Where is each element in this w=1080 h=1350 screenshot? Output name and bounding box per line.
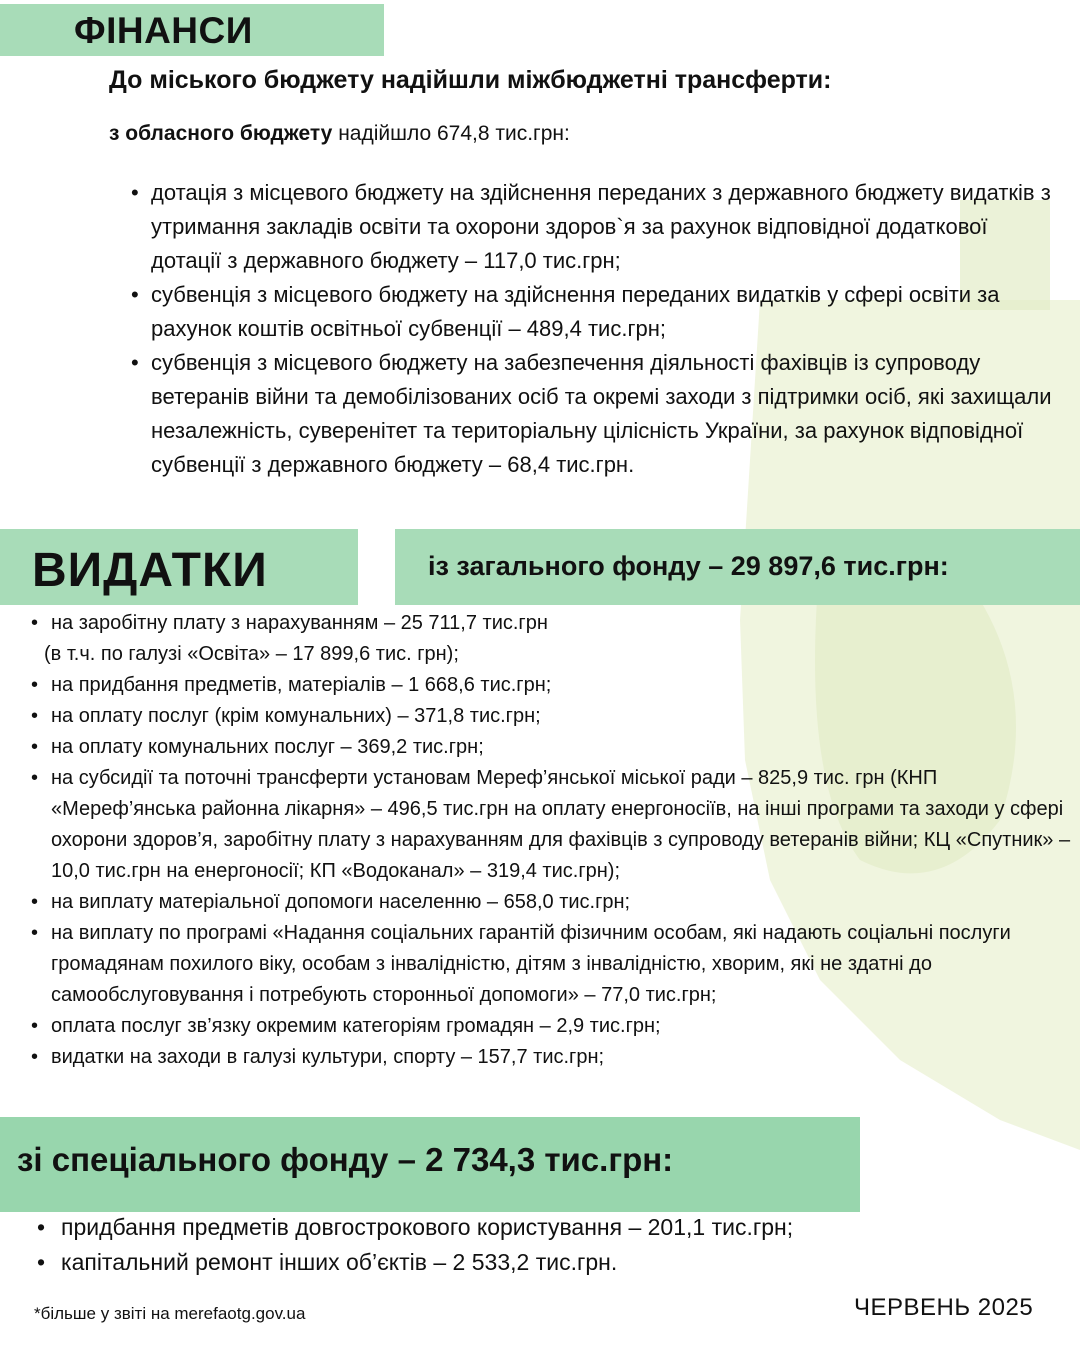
footnote-link: *більше у звіті на merefaotg.gov.ua [34,1304,306,1323]
report-date: ЧЕРВЕНЬ 2025 [854,1294,1034,1321]
special-fund-title: зі спеціального фонду – 2 734,3 тис.грн: [17,1141,674,1178]
list-item: • капітальний ремонт інших об’єктів – 2 533,2 тис.грн. [61,1245,1021,1280]
list-item: • на заробітну плату з нарахуванням – 25 711,7 тис.грн [51,608,1071,639]
list-item: • субвенція з місцевого бюджету на забезпечення діяльності фахівців із супроводу ветеранів війни та демобілізованих осіб та окремі заходи з підтримки осіб, які захищали незалежність, суверенітет та територіальну цілісність України, за рахунок відповідної субвенції з державного бюджету – 68,4 тис.грн. [151,346,1061,482]
transfers-title: До міського бюджету надійшли міжбюджетні трансферти: [109,66,832,94]
finance-title: ФІНАНСИ [74,10,253,51]
general-fund-title: із загального фонду – 29 897,6 тис.грн: [428,551,949,581]
regional-budget-line [109,122,570,146]
special-fund-header [0,1117,860,1212]
list-item: • на виплату по програмі «Надання соціальних гарантій фізичним особам, які надають соціальні послуги громадянам похилого віку, особам з інвалідністю, дітям з інвалідністю, хворим, які не здатні до самообслуговування і потребують сторонньої допомоги» – 77,0 тис.грн; [51,918,1071,1011]
list-item: • на субсидії та поточні трансферти установам Мереф’янської міської ради – 825,9 тис. грн (КНП «Мереф’янська районна лікарня» – 496,5 тис.грн на оплату енергоносіїв, на інші програми та заходи у сфері охорони здоров’я, заробітну плату з нарахуванням для фахівців з супроводу ветеранів війни; КЦ «Спутник» –10,0 тис.грн на енергоносії; КП «Водоканал» – 319,4 тис.грн); [51,763,1071,887]
list-item: • оплата послуг зв’язку окремим категоріям громадян – 2,9 тис.грн; [51,1011,1071,1042]
regional-budget-label: з обласного бюджету [109,122,333,145]
general-fund-header [395,529,1080,605]
list-item: • на придбання предметів, матеріалів – 1 668,6 тис.грн; [51,670,1071,701]
list-item: • на оплату послуг (крім комунальних) – 371,8 тис.грн; [51,701,1071,732]
list-item: • придбання предметів довгострокового користування – 201,1 тис.грн; [61,1210,1021,1245]
regional-budget-amount: надійшло 674,8 тис.грн: [332,122,570,145]
list-item: • дотація з місцевого бюджету на здійснення переданих з державного бюджету видатків з утримання закладів освіти та охорони здоров`я за рахунок відповідної додаткової дотації з державного бюджету – 117,0 тис.грн; [151,176,1061,278]
list-item: • на виплату матеріальної допомоги населенню – 658,0 тис.грн; [51,887,1071,918]
special-fund-list [61,1210,1021,1280]
expenses-header [0,529,358,605]
expenses-title: ВИДАТКИ [32,544,268,597]
list-item: • субвенція з місцевого бюджету на здійснення переданих видатків у сфері освіти за рахунок коштів освітньої субвенції – 489,4 тис.грн; [151,278,1061,346]
list-item: • видатки на заходи в галузі культури, спорту – 157,7 тис.грн; [51,1042,1071,1073]
transfers-list [151,176,1061,482]
list-item: (в т.ч. по галузі «Освіта» – 17 899,6 тис. грн); [44,643,459,665]
general-fund-list [44,608,1071,1073]
list-item: • на оплату комунальних послуг – 369,2 тис.грн; [51,732,1071,763]
finance-header [0,4,384,56]
